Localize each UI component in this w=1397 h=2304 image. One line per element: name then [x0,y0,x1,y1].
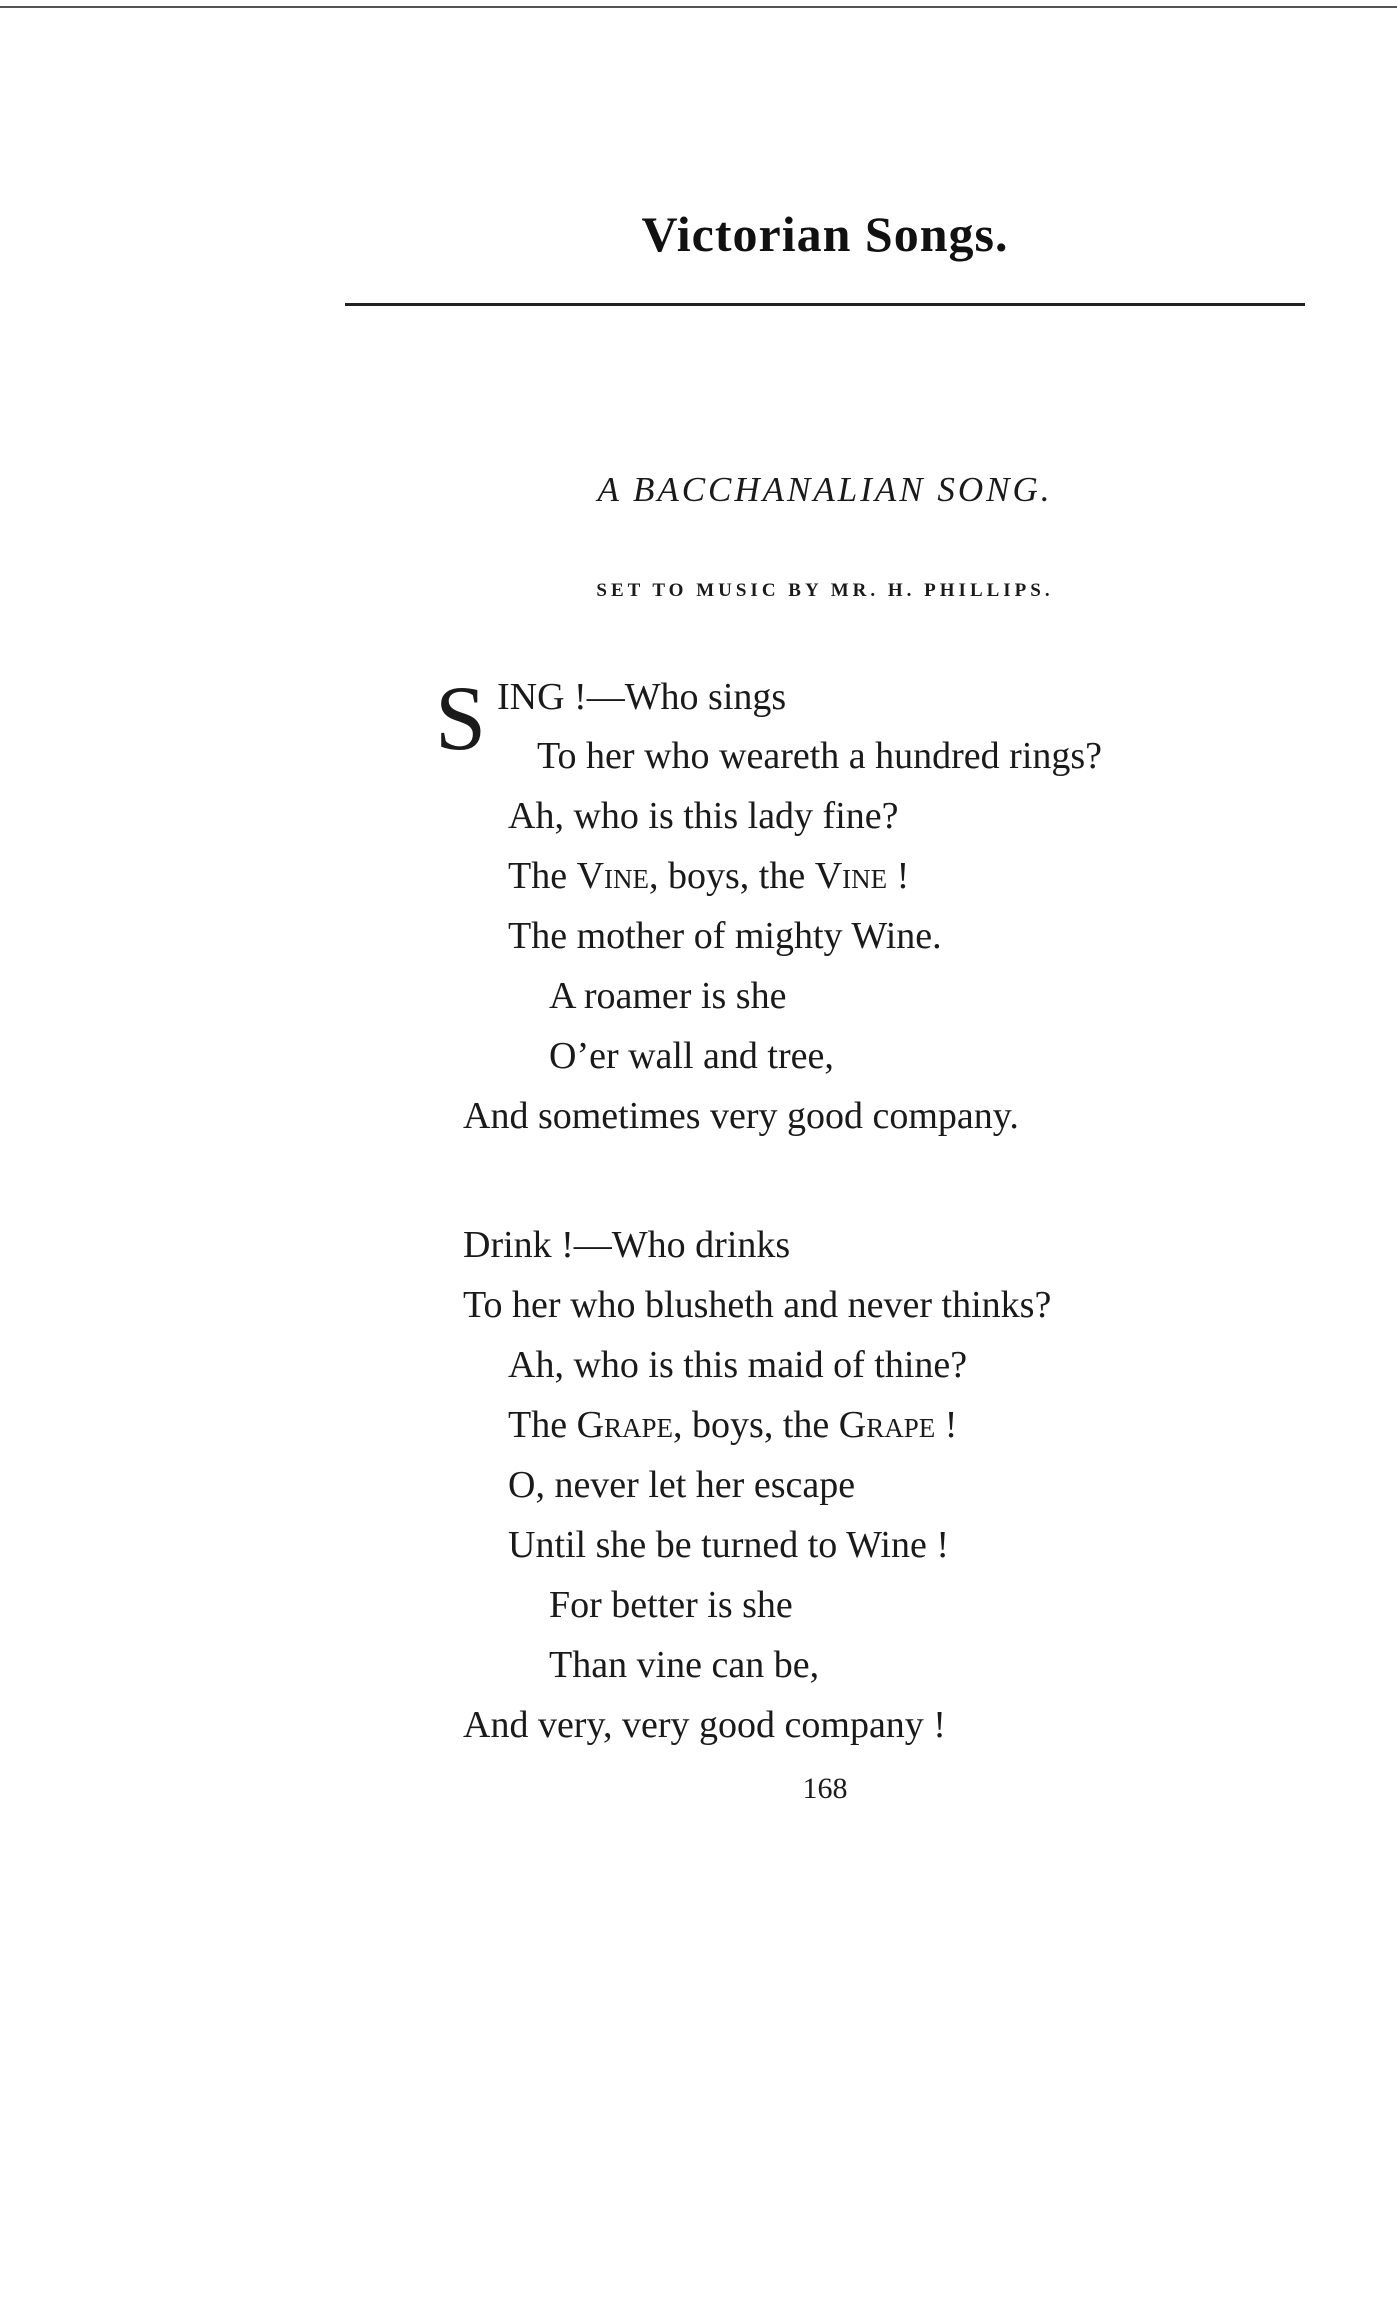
drop-cap: S [435,667,487,769]
stanza-2-line-2: To her who blusheth and never thinks? [463,1284,1052,1326]
stanza-2-line-6: Until she be turned to Wine ! [508,1524,950,1566]
header-rule [345,303,1305,306]
top-edge-rule [0,6,1397,8]
small-caps-word: Vine [576,855,650,897]
stanza-2-line-1: Drink !—Who drinks [463,1224,791,1266]
stanza-2-line-3: Ah, who is this maid of thine? [508,1344,968,1386]
stanza-1-line-1: ING !—Who sings [497,676,787,718]
stanza-2-line-8: Than vine can be, [549,1644,820,1686]
small-caps-word: Grape [576,1404,674,1446]
line-text: The [508,855,577,897]
running-head: Victorian Songs. [641,206,1009,262]
poem-title: A BACCHANALIAN SONG. [597,470,1053,509]
line-text: ! [887,855,910,897]
line-text: ! [935,1404,958,1446]
small-caps-word: Grape [838,1404,936,1446]
line-text: , boys, the [649,855,815,897]
stanza-2-line-4 [508,1406,957,1444]
stanza-2-line-9: And very, very good company ! [463,1704,946,1746]
stanza-2-line-5: O, never let her escape [508,1464,856,1506]
small-caps-word: Vine [814,855,888,897]
stanza-1-line-6: A roamer is she [549,975,787,1017]
stanza-1-line-3: Ah, who is this lady fine? [508,795,899,837]
stanza-1-line-2: To her who weareth a hundred rings? [537,735,1103,777]
line-text: The [508,1404,577,1446]
line-text: , boys, the [673,1404,839,1446]
page-number: 168 [802,1772,848,1805]
stanza-1-line-5: The mother of mighty Wine. [508,915,942,957]
stanza-1-line-7: O’er wall and tree, [549,1035,834,1077]
stanza-1-line-4 [508,857,909,895]
stanza-2-line-7: For better is she [549,1584,793,1626]
poem-subtitle: SET TO MUSIC BY MR. H. PHILLIPS. [596,580,1054,601]
stanza-1-line-8: And sometimes very good company. [463,1095,1019,1137]
